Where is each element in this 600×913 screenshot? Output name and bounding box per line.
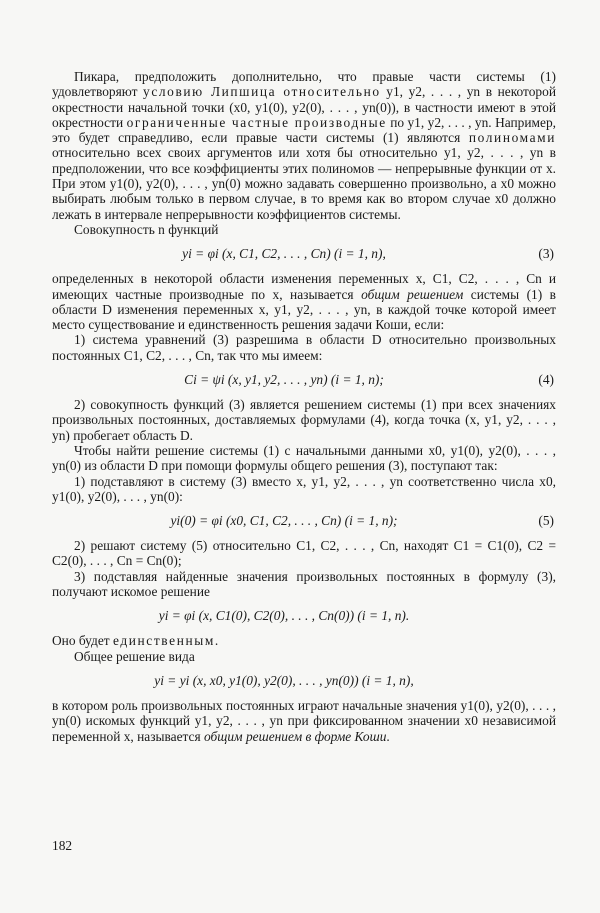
term-cauchy-form: общим решением в форме Коши (204, 728, 387, 744)
text-run: относительно всех своих аргументов или хотя бы относительно y1, y2, . . . , yn в предположении, что все коэффициенты этих полиномов — непрерывные функции от x. При этом y1(0), y2(0), . . . , yn(0) можно задавать совершенно произвольно, а x0 можно выбирать любым только в первом случае, в то время как во втором случае x0 должно лежать в интервале непрерывности коэффициентов системы. (52, 145, 556, 222)
equation-3-number: (3) (538, 246, 554, 262)
text-run: в котором роль произвольных постоянных играют начальные значения y1(0), y2(0), . . . , yn(0) искомых функций y1, y2, . . . , yn при фиксированном значении x0 независимой переменной x, называется (52, 697, 556, 744)
text-run: Пикара, предположить дополнительно, что правые части системы (1) удовлетворяют (52, 69, 556, 100)
equation-4-body: Ci = ψi (x, y1, y2, . . . , yn) (i = 1, n); (184, 372, 384, 388)
spaced-term-polynomials: полиномами (468, 130, 556, 146)
page-content (52, 0, 556, 744)
paragraph-step-1: 1) подставляют в систему (3) вместо x, y1, y2, . . . , yn соответственно числа x0, y1(0), y2(0), . . . , yn(0): (52, 473, 556, 504)
text-run: системы (1) в области D изменения переменных x, y1, y2, . . . , yn, в каждой точке которой имеет место существование и единственность решения задачи Коши, если: (52, 286, 556, 333)
spaced-term-unique: единственным (113, 633, 215, 649)
spaced-term-bounded-derivatives: ограниченные частные производные (126, 114, 387, 130)
paragraph-cauchy-definition (52, 698, 556, 744)
equation-cauchy-form (52, 673, 556, 689)
equation-5-body: yi(0) = φi (x0, C1, C2, . . . , Cn) (i = 1, n); (170, 513, 398, 529)
paragraph-how-to-find-solution: Чтобы найти решение системы (1) с начальными данными x0, y1(0), y2(0), . . . , yn(0) из области D при помощи формулы общего решения (3), поступают так: (52, 442, 556, 474)
text-run: Оно будет (52, 633, 113, 649)
paragraph-set-of-functions: Совокупность n функций (74, 221, 219, 237)
text-run: y1, y2, . . . , yn в некоторой окрестности начальной точки (x0, y1(0), y2(0), . . . , yn(0)), в частности имеют в этой окрестности (52, 84, 556, 130)
paragraph-uniqueness (52, 633, 556, 648)
page-number: 182 (52, 838, 73, 853)
equation-particular-solution (52, 608, 556, 624)
equation-5-number: (5) (538, 513, 554, 529)
equation-4-number: (4) (538, 372, 554, 388)
paragraph-condition-1: 1) система уравнений (3) разрешима в области D относительно произвольных постоянных C1, C2, . . . , Cn, так что мы имеем: (52, 332, 556, 363)
equation-3 (52, 246, 556, 262)
paragraph-condition-2: 2) совокупность функций (3) является решением системы (1) при всех значениях произвольных постоянных, доставляемых формулами (4), когда точка (x, y1, y2, . . . , yn) пробегает область D. (52, 397, 556, 443)
term-general-solution: общим решением (361, 286, 464, 302)
paragraph-step-2: 2) решают систему (5) относительно C1, C2, . . . , Cn, находят C1 = C1(0), C2 = C2(0), . . . , Cn = Cn(0); (52, 538, 556, 569)
paragraph-lipschitz (52, 69, 556, 222)
text-run: определенных в некоторой области изменения переменных x, C1, C2, . . . , Cn и имеющих частные производные по x, называется (52, 271, 556, 302)
text-run: по y1, y2, . . . , yn. Например, это будет справедливо, если правые части системы (1) являются (52, 114, 556, 146)
paragraph-general-form: Общее решение вида (74, 648, 195, 664)
equation-5 (52, 513, 556, 529)
paragraph-step-3: 3) подставляя найденные значения произвольных постоянных в формулу (3), получают искомое решение (52, 568, 556, 600)
equation-particular-solution-body: yi = φi (x, C1(0), C2(0), . . . , Cn(0)) (i = 1, n). (158, 608, 410, 624)
text-run: . (214, 633, 219, 649)
equation-3-body: yi = φi (x, C1, C2, . . . , Cn) (i = 1, n), (182, 246, 386, 262)
equation-4 (52, 372, 556, 388)
text-run: . (386, 728, 390, 744)
equation-cauchy-form-body: yi = yi (x, x0, y1(0), y2(0), . . . , yn(0)) (i = 1, n), (154, 672, 414, 688)
paragraph-general-solution-definition (52, 271, 556, 332)
spaced-term-lipschitz: условию Липшица относительно (143, 84, 381, 100)
